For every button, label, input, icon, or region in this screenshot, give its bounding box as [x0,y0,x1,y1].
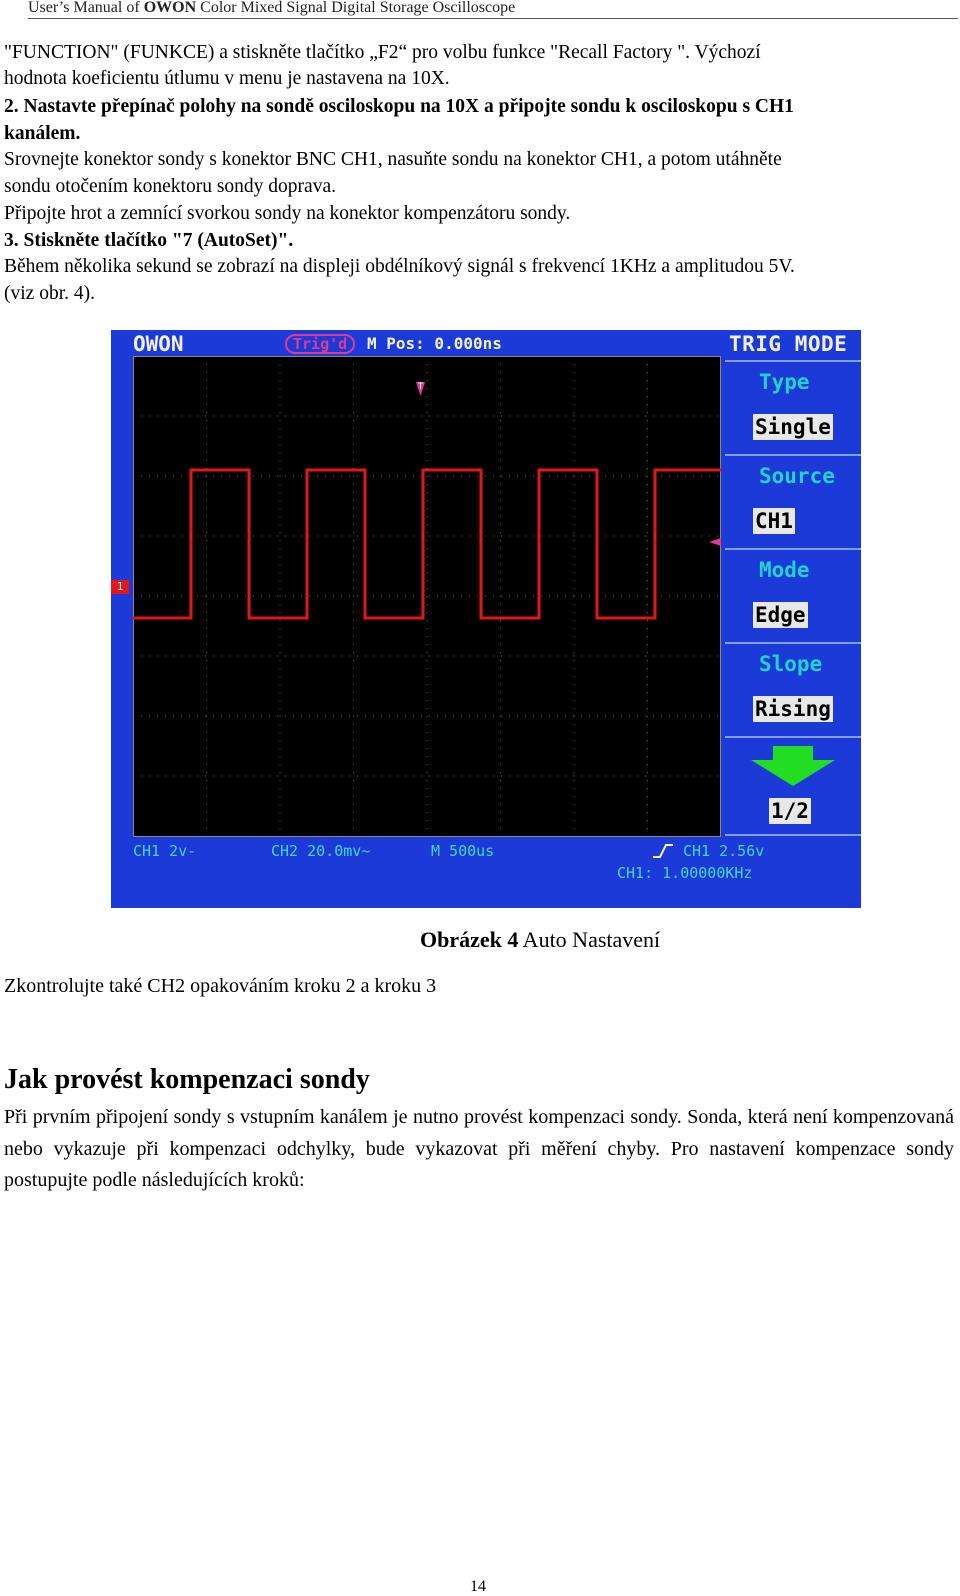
waveform-screen [133,356,721,837]
waveform-graph [133,356,721,837]
step3-text-line-2: (viz obr. 4). [4,283,95,304]
ch1-frequency: CH1: 1.00000KHz [617,864,753,882]
menu-item-label: Source [759,464,835,488]
figure-number: Obrázek 4 [420,927,519,952]
intro-line-2: hodnota koeficientu útlumu v menu je nastavena na 10X. [4,68,450,89]
grid [133,356,721,837]
trig-mode-menu [725,330,861,840]
trig-status-badge: Trig'd [285,334,355,354]
menu-item-value: CH1 [755,509,793,533]
ch1-scale: CH1 2v- [133,842,197,860]
header-suffix: Color Mixed Signal Digital Storage Oscilloscope [196,0,516,16]
step2-text-line-2: sondu otočením konektoru sondy doprava. [4,176,336,197]
menu-item-value: Single [755,415,831,439]
menu-item-type[interactable] [725,360,861,456]
ch1-ground-marker [111,580,129,594]
trigger-position-label: T [417,382,424,392]
section-title: Jak provést kompenzaci sondy [4,1064,370,1095]
menu-title: TRIG MODE [729,332,848,356]
page-header [28,0,958,19]
menu-item-label: Slope [759,652,823,676]
trigger-level-marker [709,538,721,546]
step2-text-line-1: Srovnejte konektor sondy s konektor BNC CH1, nasuňte sondu na konektor CH1, a potom utáhněte [4,149,782,170]
menu-item-label: Mode [759,558,810,582]
step2-title-line-1: 2. Nastavte přepínač polohy na sondě osciloskopu na 10X a připojte sondu k osciloskopu s CH1 [4,96,794,117]
figure-caption [420,927,660,953]
ch1-ground-label: 1 [116,580,124,593]
menu-item-value: Rising [755,697,831,721]
time-base: M 500us [431,842,495,860]
m-pos-readout: M Pos: 0.000ns [367,334,502,353]
check-ch2-text: Zkontrolujte také CH2 opakováním kroku 2 a kroku 3 [4,975,437,997]
trigger-level: CH1 2.56v [683,842,765,860]
menu-item-value: Edge [755,603,806,627]
menu-page-indicator: 1/2 [771,799,809,823]
figure-title: Auto Nastavení [518,927,661,952]
section-paragraph: Při prvním připojení sondy s vstupním kanálem je nutno provést kompenzaci sondy. Sonda, která není kompenzovaná nebo vykazuje při kompenzaci odchylky, bude vykazovat při měření chyby. Pro nastavení kompenzace sondy postupujte podle následujících kroků: [4,1106,954,1191]
header-brand: OWON [143,0,197,16]
step2-title-line-2: kanálem. [4,123,81,144]
header-prefix: User’s Manual of [28,0,144,16]
rising-edge-icon [651,843,675,859]
oscilloscope-screenshot [111,330,861,908]
menu-next-page[interactable] [725,736,861,836]
page-number: 14 [470,1578,486,1595]
menu-item-mode[interactable] [725,548,861,644]
intro-line-1: "FUNCTION" (FUNKCE) a stiskněte tlačítko „F2“ pro volbu funkce "Recall Factory ". Výchozí [4,42,761,63]
arrow-down-icon [725,742,861,792]
menu-item-label: Type [759,370,810,394]
owon-logo: OWON [133,332,184,356]
step3-text-line-1: Během několika sekund se zobrazí na displeji obdélníkový signál s frekvencí 1KHz a amplitudou 5V. [4,256,795,277]
step2-text-line-3: Připojte hrot a zemnící svorkou sondy na konektor kompenzátoru sondy. [4,203,571,224]
menu-item-source[interactable] [725,454,861,550]
menu-item-slope[interactable] [725,642,861,738]
step3-title: 3. Stiskněte tlačítko "7 (AutoSet)". [4,230,294,251]
ch2-scale: CH2 20.0mv~ [271,842,371,860]
